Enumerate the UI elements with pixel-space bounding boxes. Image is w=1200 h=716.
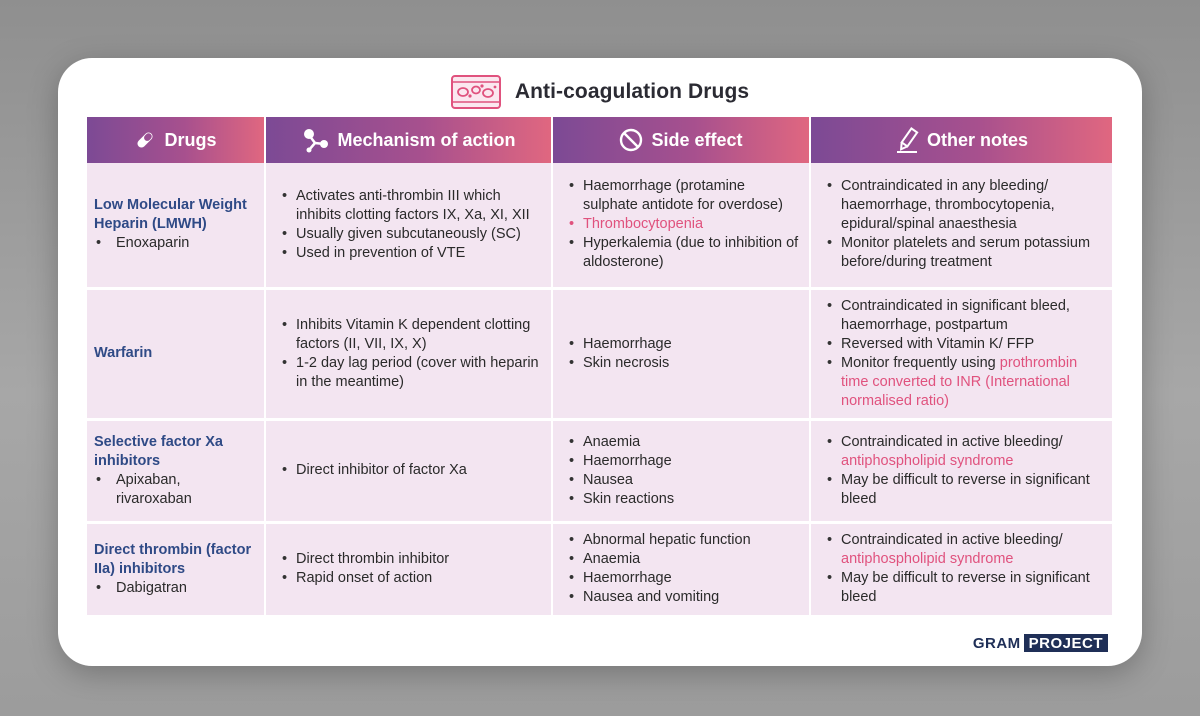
header-drugs-label: Drugs [164, 129, 217, 150]
table-row-direct-thrombin [87, 522, 1112, 616]
side-effect-cell [552, 522, 810, 616]
prohibited-icon [619, 128, 643, 152]
list-item: • Skin necrosis [561, 354, 801, 373]
list-item: • Haemorrhage [561, 452, 801, 471]
list-item: • Anaemia [561, 550, 801, 569]
page-title: Anti-coagulation Drugs [514, 80, 750, 103]
list-item: • Inhibits Vitamin K dependent clotting factors (II, VII, IX, X) [274, 316, 543, 354]
list-item: • Skin reactions [561, 490, 801, 509]
list-item: • May be difficult to reverse in significant bleed [819, 569, 1104, 607]
list-item: • Contraindicated in significant bleed, haemorrhage, postpartum [819, 297, 1104, 335]
list-item: • Used in prevention of VTE [274, 244, 543, 263]
notes-cell [810, 163, 1112, 288]
note-text: Contraindicated in active bleeding/ [841, 433, 1063, 450]
header-mechanism [265, 117, 552, 163]
gram-project-logo [973, 634, 1108, 652]
drug-cell [87, 288, 265, 419]
list-item [819, 354, 1104, 411]
title-row [58, 72, 1142, 112]
list-item: • Activates anti-thrombin III which inhibits clotting factors IX, Xa, XI, XII [274, 187, 543, 225]
infographic-card [58, 58, 1142, 666]
drug-example: • Apixaban, rivaroxaban [94, 471, 256, 509]
list-item: • Haemorrhage (protamine sulphate antidote for overdose) [561, 177, 801, 215]
list-item: • Nausea [561, 471, 801, 490]
notes-cell [810, 288, 1112, 419]
header-drugs [87, 117, 265, 163]
header-side-effect [552, 117, 810, 163]
drug-cell [87, 419, 265, 522]
table-row-factor-xa [87, 419, 1112, 522]
mechanism-cell [265, 288, 552, 419]
drug-cell [87, 522, 265, 616]
note-text: Monitor frequently using [841, 354, 1000, 371]
list-item: • Direct inhibitor of factor Xa [274, 461, 543, 480]
table-row-lmwh [87, 163, 1112, 288]
drug-name: Warfarin [94, 345, 153, 361]
list-item: • Nausea and vomiting [561, 588, 801, 607]
list-item: • Reversed with Vitamin K/ FFP [819, 335, 1104, 354]
list-item: • Direct thrombin inhibitor [274, 550, 543, 569]
list-item [819, 433, 1104, 471]
list-item: • Haemorrhage [561, 335, 801, 354]
header-other-notes [810, 117, 1112, 163]
list-item: • Abnormal hepatic function [561, 531, 801, 550]
side-effect-cell [552, 163, 810, 288]
note-highlight: antiphospholipid syndrome [841, 551, 1014, 567]
note-highlight: antiphospholipid syndrome [841, 452, 1014, 469]
drugs-table [87, 117, 1112, 618]
side-effect-cell [552, 288, 810, 419]
list-item-highlight: • Thrombocytopenia [561, 215, 801, 234]
pill-icon [134, 129, 156, 151]
header-other-notes-label: Other notes [926, 129, 1028, 150]
molecule-icon [301, 127, 329, 153]
list-item: • May be difficult to reverse in significant bleed [819, 471, 1104, 509]
list-item: • Usually given subcutaneously (SC) [274, 225, 543, 244]
side-effect-cell [552, 419, 810, 522]
pencil-icon [895, 127, 919, 153]
logo-project: PROJECT [1024, 634, 1108, 652]
list-item [819, 531, 1104, 569]
list-item: • Rapid onset of action [274, 569, 543, 588]
list-item: • Anaemia [561, 433, 801, 452]
note-text: Contraindicated in active bleeding/ [841, 532, 1063, 548]
header-mechanism-label: Mechanism of action [337, 129, 516, 150]
list-item: • Monitor platelets and serum potassium before/during treatment [819, 234, 1104, 272]
list-item: • Haemorrhage [561, 569, 801, 588]
blood-cells-icon [451, 75, 501, 109]
mechanism-cell [265, 419, 552, 522]
drug-cell [87, 163, 265, 288]
notes-cell [810, 522, 1112, 616]
table-row-warfarin [87, 288, 1112, 419]
drug-example: • Enoxaparin [94, 234, 256, 253]
drug-name: Selective factor Xa inhibitors [94, 433, 223, 469]
drug-example: • Dabigatran [94, 579, 256, 598]
drug-name: Direct thrombin (factor IIa) inhibitors [94, 541, 252, 577]
logo-gram: GRAM [972, 635, 1021, 652]
list-item: • Hyperkalemia (due to inhibition of aldosterone) [561, 234, 801, 272]
mechanism-cell [265, 163, 552, 288]
mechanism-cell [265, 522, 552, 616]
notes-cell [810, 419, 1112, 522]
list-item: • Contraindicated in any bleeding/ haemorrhage, thrombocytopenia, epidural/spinal anaesthesia [819, 177, 1104, 234]
header-side-effect-label: Side effect [651, 129, 743, 150]
drug-name: Low Molecular Weight Heparin (LMWH) [94, 197, 247, 233]
note-highlight: prothrombin time converted to INR (International normalised ratio) [841, 354, 1078, 409]
table-header-row [87, 117, 1112, 163]
list-item: • 1-2 day lag period (cover with heparin in the meantime) [274, 354, 543, 392]
